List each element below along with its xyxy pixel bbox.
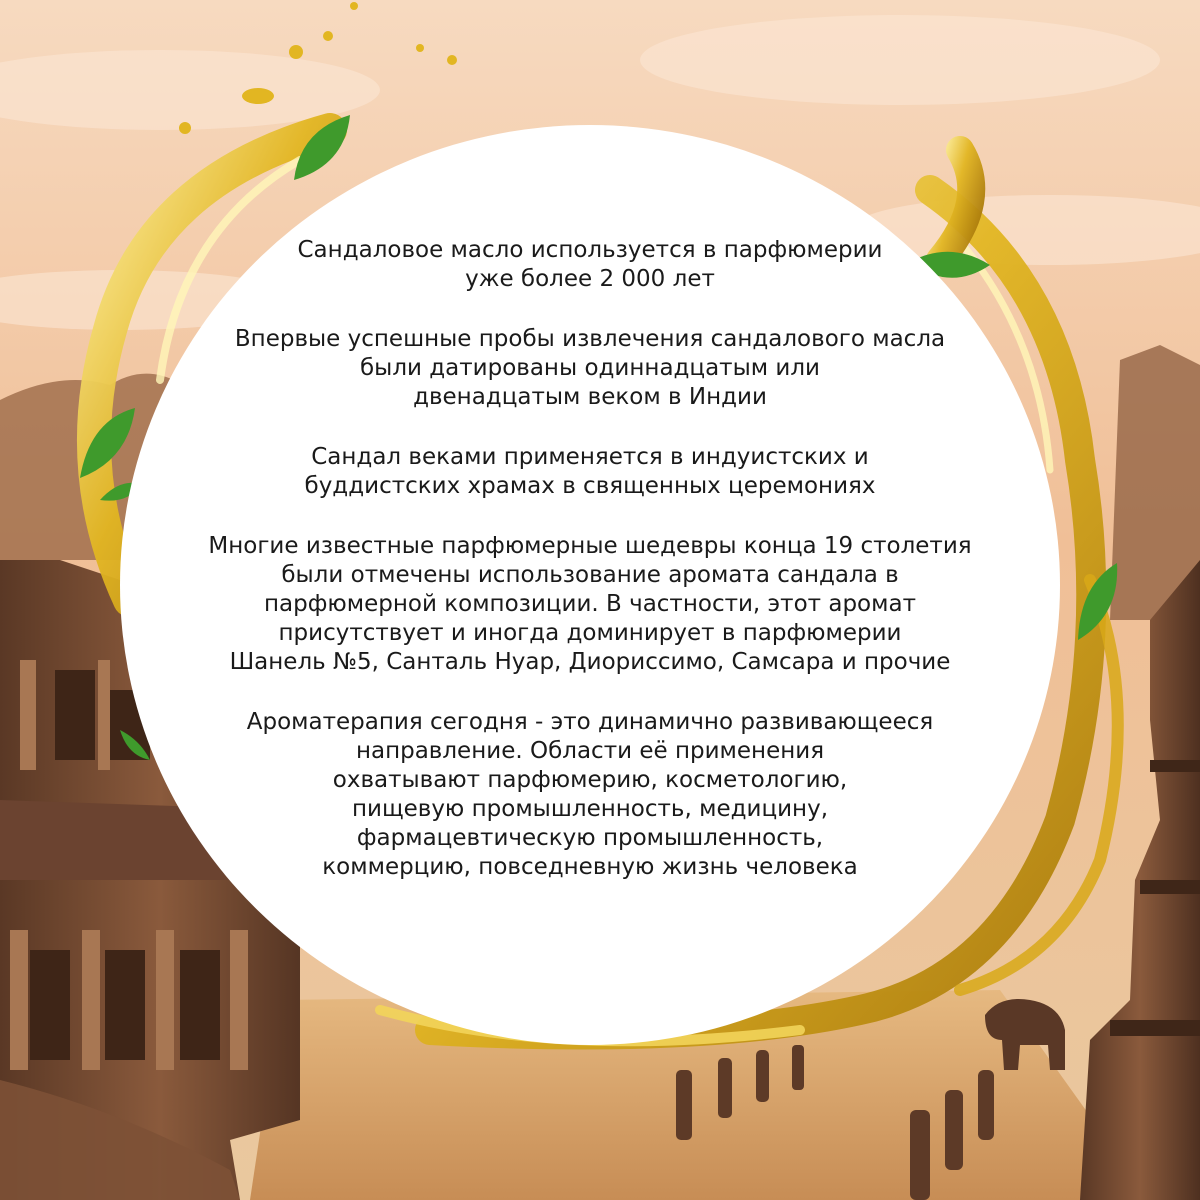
fact-paragraph-5 <box>170 708 1010 882</box>
fact-line: буддистских храмах в священных церемониях <box>304 473 876 499</box>
fact-line: двенадцатым веком в Индии <box>413 384 767 410</box>
fact-line: фармацевтическую промышленность, <box>356 825 824 851</box>
fact-line: присутствует и иногда доминирует в парфюмерии <box>278 620 902 646</box>
fact-line: пищевую промышленность, медицину, <box>351 796 829 822</box>
fact-line: коммерцию, повседневную жизнь человека <box>322 854 858 880</box>
fact-paragraph-1 <box>170 236 1010 294</box>
fact-line: Сандаловое масло используется в парфюмерии <box>297 237 883 263</box>
fact-line: направление. Области её применения <box>355 738 825 764</box>
fact-line: были отмечены использование аромата сандала в <box>281 562 899 588</box>
fact-paragraph-2 <box>170 325 1010 412</box>
fact-line: Впервые успешные пробы извлечения сандалового масла <box>234 326 946 352</box>
fact-line: были датированы одиннадцатым или <box>359 355 821 381</box>
fact-paragraph-4 <box>170 532 1010 677</box>
fact-line: Сандал веками применяется в индуистских и <box>311 444 869 470</box>
sandalwood-facts <box>170 236 1010 913</box>
fact-paragraph-3 <box>170 443 1010 501</box>
fact-line: уже более 2 000 лет <box>465 266 715 292</box>
fact-line: Шанель №5, Санталь Нуар, Диориссимо, Самсара и прочие <box>229 649 951 675</box>
fact-line: охватывают парфюмерию, косметологию, <box>332 767 848 793</box>
fact-line: Многие известные парфюмерные шедевры конца 19 столетия <box>208 533 972 559</box>
fact-line: парфюмерной композиции. В частности, этот аромат <box>264 591 916 617</box>
fact-line: Ароматерапия сегодня - это динамично развивающееся <box>246 709 934 735</box>
